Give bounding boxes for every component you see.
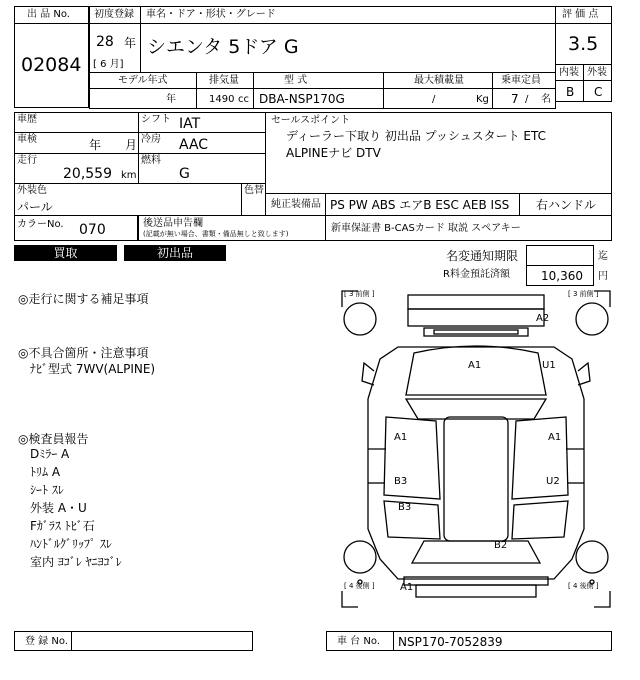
equipment-value: PS PW ABS エアB ESC AEB ISS bbox=[330, 198, 510, 212]
shift-cell bbox=[138, 112, 266, 133]
displacement-unit: cc bbox=[238, 94, 249, 105]
load-label: 最大積載量 bbox=[414, 75, 464, 86]
sales-point-cell bbox=[265, 112, 612, 194]
grade-cell bbox=[555, 23, 612, 65]
interior-label: 内装 bbox=[559, 67, 579, 78]
damage-mark-a1-hood: A1 bbox=[468, 360, 482, 371]
exterior-label: 外装 bbox=[587, 67, 607, 78]
lot-no-label-cell bbox=[14, 6, 89, 24]
first-reg-year: 28 bbox=[96, 34, 114, 50]
first-reg-label: 初度登録 bbox=[94, 9, 134, 20]
displacement-cell bbox=[196, 88, 254, 109]
reg-no-field bbox=[71, 631, 253, 651]
inspector-item: 室内 ﾖｺﾞﾚ ﾔﾆﾖｺﾞﾚ bbox=[30, 555, 122, 569]
ext-color-cell bbox=[14, 183, 242, 216]
corner-label-front-left: [ 3 前側 ] bbox=[344, 290, 375, 298]
defect-remarks-label: ◎不具合箇所・注意事項 bbox=[18, 346, 149, 360]
damage-mark-b2: B2 bbox=[494, 540, 508, 551]
chassis-label-cell bbox=[326, 631, 394, 651]
ac-cell bbox=[138, 132, 266, 154]
shift-label: シフト bbox=[141, 114, 171, 125]
model-year-label: モデル年式 bbox=[118, 75, 168, 86]
type-label: 型 式 bbox=[284, 75, 308, 86]
load-separator: / bbox=[432, 94, 436, 105]
recycle-field bbox=[526, 265, 594, 286]
shift-value: IAT bbox=[179, 116, 201, 132]
chassis-no: NSP170-7052839 bbox=[398, 635, 503, 649]
damage-mark-a1-rear: A1 bbox=[400, 582, 414, 593]
model-year-label-cell bbox=[89, 72, 197, 89]
inspector-item: 外装 A・U bbox=[30, 501, 87, 515]
displacement-label-cell bbox=[196, 72, 254, 89]
car-name-cell bbox=[140, 23, 556, 73]
ext-color-value: パール bbox=[17, 200, 53, 214]
car-label: 車名・ドア・形状・グレード bbox=[146, 9, 276, 20]
fuel-value: G bbox=[179, 166, 190, 182]
color-change-label: 色替 bbox=[244, 185, 264, 196]
capacity-label-cell bbox=[492, 72, 556, 89]
mileage-label: 走行 bbox=[17, 155, 37, 166]
corner-label-rear-left: [ 4 後側 ] bbox=[344, 582, 375, 590]
color-no-cell bbox=[14, 215, 138, 241]
car-name: シエンタ 5ドア G bbox=[147, 36, 299, 58]
capacity-separator: / bbox=[525, 94, 529, 105]
ac-value: AAC bbox=[179, 137, 209, 153]
lot-no-label: 出 品 No. bbox=[27, 9, 70, 20]
inspector-item: ﾊﾝﾄﾞﾙｸﾞﾘｯﾌﾟ ｽﾚ bbox=[30, 537, 112, 551]
model-year-unit: 年 bbox=[166, 94, 176, 105]
type-cell bbox=[253, 88, 384, 109]
capacity-cell bbox=[492, 88, 556, 109]
inspection-month-unit: 月 bbox=[125, 138, 138, 152]
recycle-unit: 円 bbox=[598, 271, 608, 282]
damage-mark-b3-lower: B3 bbox=[398, 502, 412, 513]
interior-grade: B bbox=[566, 85, 575, 99]
car-label-cell bbox=[140, 6, 556, 24]
color-change-cell bbox=[241, 183, 266, 216]
steering-cell bbox=[519, 193, 612, 216]
equipment-label: 純正装備品 bbox=[271, 199, 321, 210]
first-reg-month: [ 6 月] bbox=[93, 59, 124, 70]
model-year-cell bbox=[89, 88, 197, 109]
type-label-cell bbox=[253, 72, 384, 89]
inspection-cell bbox=[14, 132, 139, 154]
damage-mark-u1: U1 bbox=[542, 360, 556, 371]
notice-field bbox=[526, 245, 594, 266]
chassis-field bbox=[393, 631, 612, 651]
load-label-cell bbox=[383, 72, 493, 89]
car-outline-drawing bbox=[340, 289, 612, 609]
chassis-label: 車 台 No. bbox=[337, 636, 380, 647]
sales-point-line-2: ALPINEナビ DTV bbox=[286, 146, 381, 160]
notice-unit: 迄 bbox=[598, 251, 608, 262]
mileage-cell bbox=[14, 153, 139, 184]
inspection-label: 車検 bbox=[17, 134, 37, 145]
load-unit: Kg bbox=[476, 94, 489, 105]
first-reg-cell bbox=[89, 23, 141, 73]
sales-point-line-1: ディーラー下取り 初出品 プッシュスタート ETC bbox=[286, 129, 546, 143]
grade-label: 評 価 点 bbox=[562, 9, 599, 20]
mileage-value: 20,559 bbox=[63, 166, 112, 182]
warranty-value: 新車保証書 B-CASカード 取説 スペアキー bbox=[331, 223, 521, 234]
post-doc-label: 後送品申告欄 bbox=[143, 218, 203, 229]
exterior-grade-cell bbox=[583, 80, 612, 102]
inspector-item: ﾄﾘﾑ A bbox=[30, 465, 61, 479]
mileage-unit: km bbox=[121, 170, 137, 181]
displacement-label: 排気量 bbox=[209, 75, 239, 86]
reg-no-label-cell bbox=[14, 631, 72, 651]
color-no-label: カラーNo. bbox=[17, 219, 64, 230]
capacity-unit: 名 bbox=[541, 94, 551, 105]
equipment-label-cell bbox=[265, 193, 326, 216]
ac-label: 冷房 bbox=[141, 134, 161, 145]
load-cell bbox=[383, 88, 493, 109]
history-cell bbox=[14, 112, 139, 133]
inspector-label: ◎検査員報告 bbox=[18, 432, 89, 446]
displacement-value: 1490 bbox=[209, 94, 235, 105]
first-reg-label-cell bbox=[89, 6, 141, 24]
overall-grade: 3.5 bbox=[568, 33, 599, 55]
post-doc-cell bbox=[138, 215, 326, 241]
inspector-item: ｼｰﾄ ｽﾚ bbox=[30, 483, 64, 497]
exterior-grade: C bbox=[594, 85, 603, 99]
car-condition-diagram bbox=[340, 289, 612, 609]
interior-label-cell bbox=[555, 64, 584, 81]
history-label: 車歴 bbox=[17, 114, 37, 125]
inspector-item: Dﾐﾗｰ A bbox=[30, 447, 70, 461]
driving-remarks-label: ◎走行に関する補足事項 bbox=[18, 292, 149, 306]
fuel-cell bbox=[138, 153, 266, 184]
interior-grade-cell bbox=[555, 80, 584, 102]
lot-no-cell bbox=[14, 23, 89, 108]
fuel-label: 燃料 bbox=[141, 155, 161, 166]
buy-flag: 買取 bbox=[14, 245, 117, 261]
capacity-value: 7 bbox=[511, 92, 519, 106]
sales-point-label: セールスポイント bbox=[271, 115, 351, 126]
ext-color-label: 外装色 bbox=[17, 185, 47, 196]
recycle-amount: 10,360 bbox=[541, 269, 583, 283]
steering-value: 右ハンドル bbox=[536, 198, 597, 212]
capacity-label: 乗車定員 bbox=[501, 75, 541, 86]
reg-no-label: 登 録 No. bbox=[25, 636, 68, 647]
post-doc-note: (記載が無い場合、書類・備品無しと致します) bbox=[143, 230, 289, 238]
lot-no: 02084 bbox=[21, 54, 82, 76]
recycle-label: R料金預託済額 bbox=[443, 269, 510, 280]
inspector-item: Fｶﾞﾗｽ ﾄﾋﾞ石 bbox=[30, 519, 95, 533]
first-listing-flag: 初出品 bbox=[124, 245, 226, 261]
grade-label-cell bbox=[555, 6, 612, 24]
inspection-year-unit: 年 bbox=[89, 138, 102, 152]
notice-label: 名変通知期限 bbox=[446, 249, 519, 263]
corner-label-rear-right: [ 4 後側 ] bbox=[568, 582, 599, 590]
damage-mark-b3-upper: B3 bbox=[394, 476, 408, 487]
damage-mark-u2: U2 bbox=[546, 476, 560, 487]
equipment-cell bbox=[325, 193, 520, 216]
color-no-value: 070 bbox=[79, 222, 106, 238]
first-reg-year-unit: 年 bbox=[124, 36, 137, 50]
damage-mark-a2: A2 bbox=[536, 313, 550, 324]
damage-mark-a1-right: A1 bbox=[548, 432, 562, 443]
corner-label-front-right: [ 3 前側 ] bbox=[568, 290, 599, 298]
warranty-cell bbox=[325, 215, 612, 241]
defect-item-1: ﾅﾋﾞ型式 7WV(ALPINE) bbox=[30, 362, 156, 376]
type-value: DBA-NSP170G bbox=[259, 92, 345, 106]
damage-mark-a1-left: A1 bbox=[394, 432, 408, 443]
exterior-label-cell bbox=[583, 64, 612, 81]
